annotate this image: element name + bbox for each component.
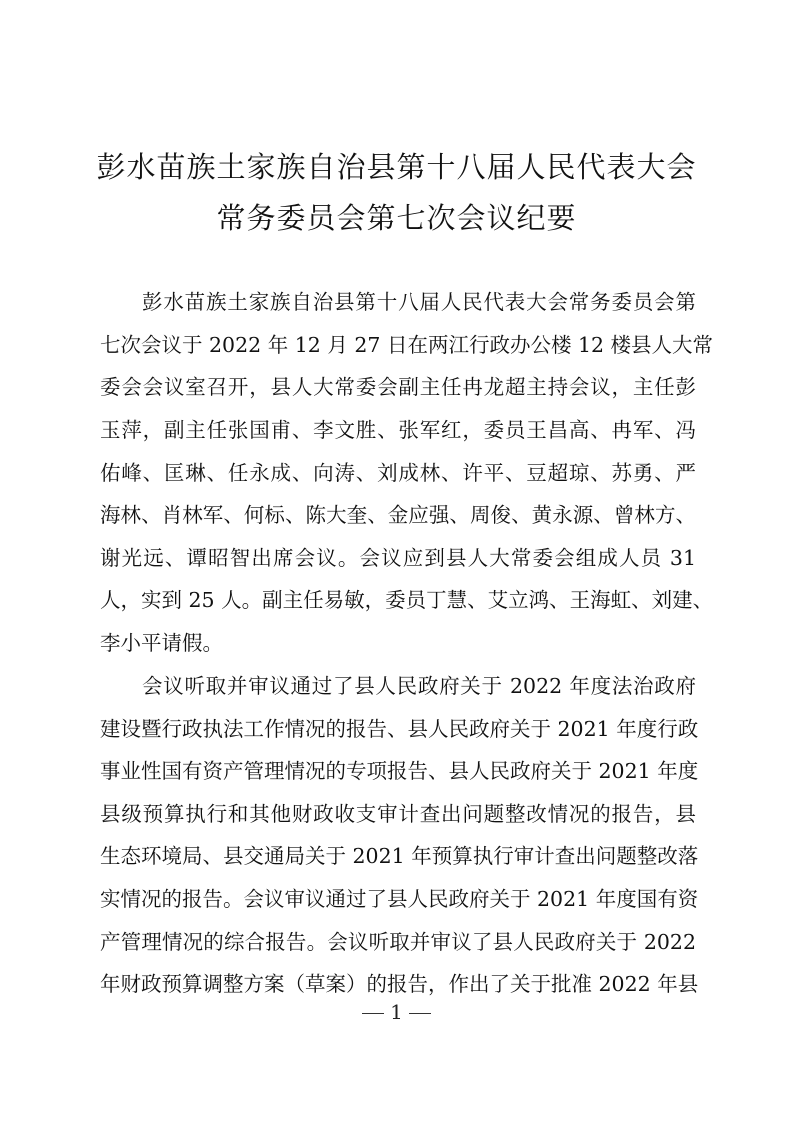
body-line: 会议听取并审议通过了县人民政府关于 2022 年度法治政府 xyxy=(142,674,696,698)
body-line: 实情况的报告。会议审议通过了县人民政府关于 2021 年度国有资 xyxy=(100,887,699,911)
body-line: 玉萍，副主任张国甫、李文胜、张军红，委员王昌高、冉军、冯 xyxy=(100,418,696,442)
body-line: 生态环境局、县交通局关于 2021 年预算执行审计查出问题整改落 xyxy=(100,844,699,868)
body-line: 建设暨行政执法工作情况的报告、县人民政府关于 2021 年度行政 xyxy=(100,717,699,741)
body-line: 七次会议于 2022 年 12 月 27 日在两江行政办公楼 12 楼县人大常 xyxy=(100,333,714,357)
page-number-dash-left xyxy=(362,1013,384,1014)
body-line: 佑峰、匡琳、任永成、向涛、刘成林、许平、豆超琼、苏勇、严 xyxy=(100,461,696,485)
page-number xyxy=(0,998,793,1026)
document-title-line-1: 彭水苗族土家族自治县第十八届人民代表大会 xyxy=(96,150,697,184)
body-line: 事业性国有资产管理情况的专项报告、县人民政府关于 2021 年度 xyxy=(100,759,699,783)
body-line: 谢光远、谭昭智出席会议。会议应到县人大常委会组成人员 31 xyxy=(100,546,696,570)
body-line: 产管理情况的综合报告。会议听取并审议了县人民政府关于 2022 xyxy=(100,930,696,954)
body-line: 年财政预算调整方案（草案）的报告，作出了关于批准 2022 年县 xyxy=(100,972,699,996)
page-number-value: 1 xyxy=(390,1000,403,1024)
body-line: 委会会议室召开，县人大常委会副主任冉龙超主持会议，主任彭 xyxy=(100,375,696,399)
document-title-line-2: 常务委员会第七次会议纪要 xyxy=(216,201,577,235)
page-number-dash-right xyxy=(409,1013,431,1014)
body-line: 县级预算执行和其他财政收支审计查出问题整改情况的报告，县 xyxy=(100,802,696,826)
body-line: 李小平请假。 xyxy=(100,631,223,655)
body-line: 人，实到 25 人。副主任易敏，委员丁慧、艾立鸿、王海虹、刘建、 xyxy=(100,588,714,612)
body-line: 彭水苗族土家族自治县第十八届人民代表大会常务委员会第 xyxy=(142,290,696,314)
body-line: 海林、肖林军、何标、陈大奎、金应强、周俊、黄永源、曾林方、 xyxy=(100,503,696,527)
